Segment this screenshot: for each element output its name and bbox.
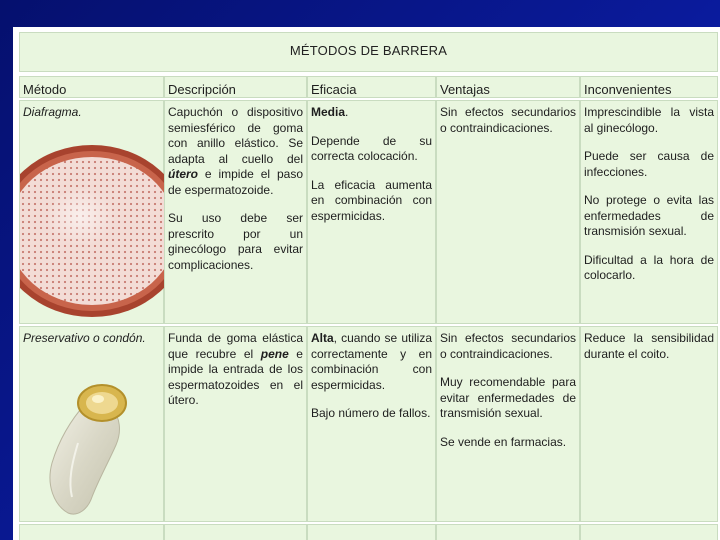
row2-descripcion — [164, 326, 307, 522]
row3-metodo — [19, 524, 164, 540]
header-metodo: Método — [19, 76, 164, 98]
row1-inconveniente-item: Puede ser causa de infecciones. — [584, 149, 714, 179]
row3-descripcion — [164, 524, 307, 540]
row1-descripcion-text-b: e impide el paso de espermatozoide. — [168, 167, 303, 197]
row1-eficacia-level-line — [311, 105, 432, 121]
row3-inconvenientes — [580, 524, 718, 540]
row2-eficacia-level-suffix: , cuando se utiliza correctamente y en combinación con espermicidas. — [311, 331, 432, 392]
row1-eficacia-p2: La eficacia aumenta en combinación con espermicidas. — [311, 177, 432, 223]
row2-ventajas-item: Se vende en farmacias. — [440, 434, 567, 449]
row2-eficacia-p2: Bajo número de fallos. — [311, 406, 431, 420]
row1-eficacia-level-suffix: . — [345, 105, 349, 119]
row2-eficacia — [307, 326, 436, 522]
row1-descripcion — [164, 100, 307, 324]
title-row — [19, 32, 718, 72]
row2-metodo — [19, 326, 164, 522]
row1-eficacia-level: Media — [311, 105, 346, 119]
table-title: MÉTODOS DE BARRERA — [289, 43, 448, 58]
condom-illustration — [38, 373, 158, 519]
row1-metodo — [19, 100, 164, 324]
row2-descripcion-p1 — [168, 331, 303, 409]
row1-ventajas — [436, 100, 580, 324]
row2-inconvenientes — [580, 326, 718, 522]
row3-ventajas — [436, 524, 580, 540]
row1-descripcion-p1 — [168, 105, 303, 198]
header-descripcion: Descripción — [164, 76, 307, 98]
header-eficacia: Eficacia — [307, 76, 436, 98]
diaphragm-illustration — [20, 141, 164, 321]
row2-descripcion-emphasis: pene — [260, 346, 289, 361]
row2-ventajas-item: Muy recomendable para evitar enfermedades de transmisión sexual. — [440, 375, 576, 420]
row1-ventajas-item: Sin efectos secundarios o contraindicaciones. — [440, 105, 576, 135]
row1-eficacia — [307, 100, 436, 324]
row1-metodo-label: Diafragma. — [23, 105, 82, 119]
row1-eficacia-p1: Depende de su correcta colocación. — [311, 133, 432, 163]
row1-descripcion-p2: Su uso debe ser prescrito por un ginecólogo para evitar complicaciones. — [168, 211, 303, 272]
header-ventajas: Ventajas — [436, 76, 580, 98]
row1-inconveniente-item: Imprescindible la vista al ginecólogo. — [584, 105, 714, 135]
row2-eficacia-level: Alta — [311, 331, 334, 345]
row2-inconveniente-item: Reduce la sensibilidad durante el coito. — [584, 331, 714, 361]
row1-inconveniente-item: Dificultad a la hora de colocarlo. — [584, 252, 714, 282]
row2-ventajas — [436, 326, 580, 522]
row2-descripcion-text-b: e impide la entrada de los espermatozoides en el útero. — [168, 346, 303, 407]
row1-inconveniente-item: No protege o evita las enfermedades de transmisión sexual. — [584, 193, 714, 238]
header-inconvenientes: Inconvenientes — [580, 76, 718, 98]
row2-eficacia-level-line — [311, 331, 432, 393]
row1-inconvenientes — [580, 100, 718, 324]
table-sheet — [13, 27, 720, 540]
row2-ventajas-item: Sin efectos secundarios o contraindicaciones. — [440, 331, 576, 361]
row1-descripcion-emphasis: útero — [168, 167, 198, 181]
row2-metodo-label: Preservativo o condón. — [23, 331, 146, 345]
row3-eficacia — [307, 524, 436, 540]
row2-descripcion-text-a: Funda de goma elástica que recubre el — [168, 331, 303, 361]
row1-descripcion-text-a: Capuchón o dispositivo semiesférico de goma con anillo elástico. Se adapta al cuello del — [168, 105, 303, 166]
